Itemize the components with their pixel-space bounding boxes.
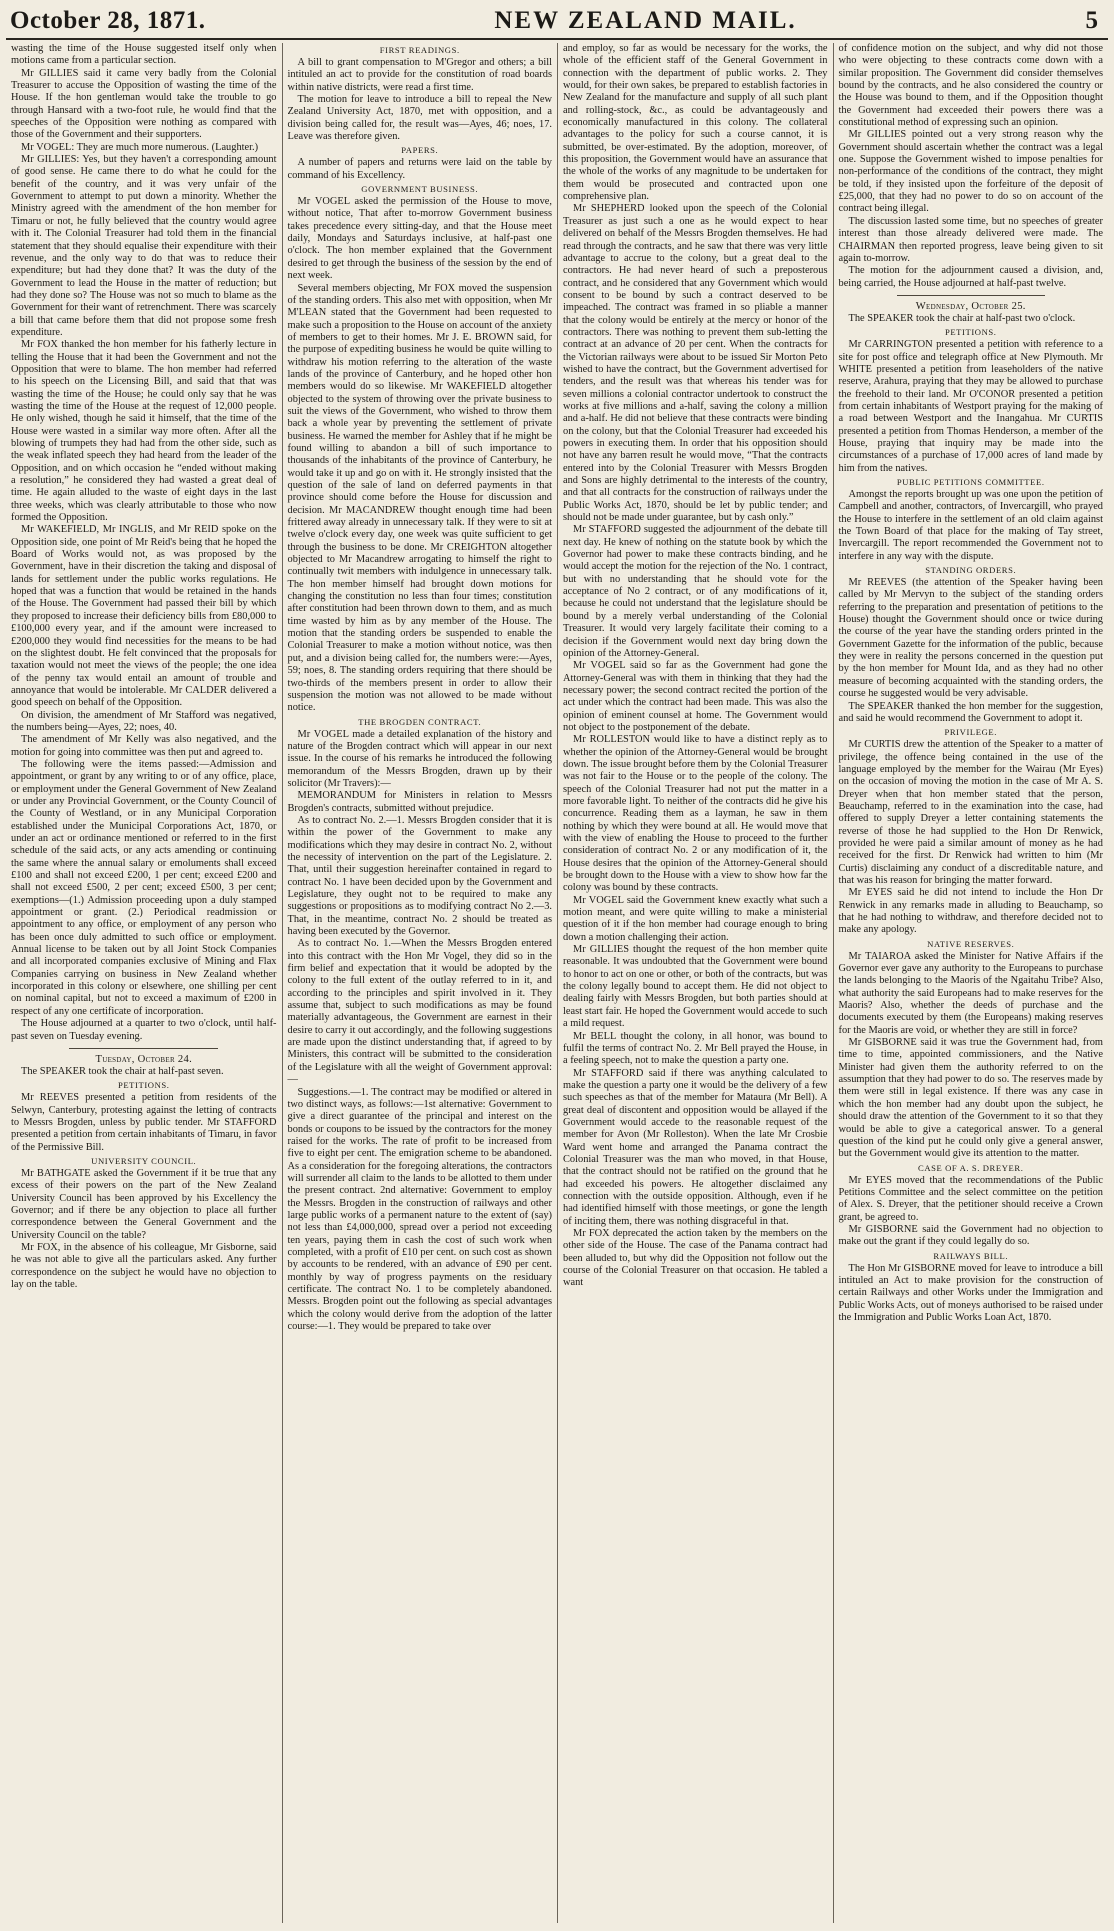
paragraph: Amongst the reports brought up was one upon the petition of Campbell and another, contractors, of Invercargill, who prayed the House to interfere in the settlement of an old claim against the Town Board of that place for the making of Tay street, Invercargill. The report recommended the Government not to interfere in any way with the dispute.: [838, 489, 1103, 562]
paragraph: wasting the time of the House suggested itself only when motions came from a particular section.: [11, 43, 277, 67]
paragraph: Mr CURTIS drew the attention of the Speaker to a matter of privilege, the offence being contained in the use of the language employed by the member for the Wairau (Mr Eyes) on the occasion of moving the motion in the case of Mr A. S. Dreyer when that hon member stated that the person, Beauchamp, referred to in the examination into the case, had offered to supply Dreyer a letter containing statements the reverse of those he had supplied to the Hon Dr Renwick, provided he were paid a similar amount of money as he had received for the first. Dr Renwick had written to him (Mr Curtis) disclaiming any conduct of a discreditable nature, and that was his reason for bringing the matter forward.: [838, 739, 1103, 886]
paragraph: Mr FOX deprecated the action taken by the members on the other side of the House. The case of the Panama contract had been alluded to, but why did the Opposition not follow out the course of the Colonial Treasurer on that occasion. He tabled a want: [563, 1228, 828, 1289]
section-heading-standing-orders: STANDING ORDERS.: [925, 565, 1017, 576]
paragraph: Mr FOX thanked the hon member for his fatherly lecture in telling the House that it had been the Government and not the Opposition that were to blame. The hon member had referred to his speech on the Licensing Bill, and said that that was wasting the time of the House; he could only say that he was wasting the time of the House at the request of 12,000 people. He only wished, though he said it himself, that the time of the House were wasted in a similar way more often. After all the blowing of trumpets they had had from the other side, such as the weak inflated speech they had heard from the leader of the Opposition, and on which occasion he “ended without making a resolution,” he considered they had wasted a great deal of time. He again alluded to the waste of eight days in the last three weeks, which was clearly attributable to those who now formed the Opposition.: [11, 339, 277, 524]
paragraph: Mr EYES moved that the recommendations of the Public Petitions Committee and the select committee on the petition of Alex. S. Dreyer, that the petitioner should receive a Crown grant, be agreed to.: [838, 1174, 1103, 1223]
paragraph: The Hon Mr GISBORNE moved for leave to introduce a bill intituled an Act to make provision for the construction of certain Railways and other Works under the Immigration and Public Works Acts, out of moneys authorised to be raised under the Immigration and Public Works Loan Act, 1870.: [838, 1262, 1103, 1323]
section-heading-brogden-contract: THE BROGDEN CONTRACT.: [358, 716, 482, 727]
paragraph: The SPEAKER took the chair at half-past two o'clock.: [848, 312, 1076, 324]
date-heading-wednesday: Wednesday, October 25.: [915, 300, 1026, 312]
paragraph: As to contract No. 2.—1. Messrs Brogden consider that it is within the power of the Government to make any modifications which they may desire in contract No. 2, without the necessity of intervention on the part of the Legislature. 2. That, until their suggestion hereinafter contained in regard to contract No. 1 have been decided upon by the Government and Legislature, they ought not to be required to make any suggestions or propositions as to modifying contract No 2.—3. That, in the meantime, contract No. 2 should be treated as having been executed by the Governor.: [287, 814, 552, 938]
section-heading-petitions: PETITIONS.: [117, 1080, 170, 1091]
issue-date: October 28, 1871.: [10, 7, 206, 34]
section-divider: [897, 295, 1045, 296]
paragraph: Mr REEVES presented a petition from residents of the Selwyn, Canterbury, protesting against the letting of contracts to Messrs Brogden, unless by public tender. Mr STAFFORD presented a petition from certain inhabitants of Timaru, in favor of the Permissive Bill.: [11, 1092, 277, 1153]
paragraph: Mr ROLLESTON would like to have a distinct reply as to whether the opinion of the Attorney-General would be brought down. The issue brought before them by the Colonial Treasurer was not fair to the House or to the people of the colony. The speech of the Colonial Treasurer had not put the matter in a more favorable light. To neither of the contracts did he give his concurrence. Reading them as a layman, he saw in them nothing by which they were bound at all. He would move that with the view of enabling the House to proceed to the further consideration of contract No. 2 or any modification of it, the House desires that the opinion of the Attorney-General should be brought down to the House with a view to show how far the colony was bound by these contracts.: [563, 734, 828, 894]
section-heading-dreyer-case: CASE OF A. S. DREYER.: [918, 1162, 1024, 1173]
paragraph: and employ, so far as would be necessary for the works, the whole of the efficient staff of the General Government in connection with the department of public works. 2. They would, for their own sakes, be prepared to establish factories in New Zealand for the manufacture and supply of all such plant and rolling-stock, &c., as could be advantageously and economically manufactured in this colony. The collateral advantages to the policy for such a course cannot, it is submitted, be over-estimated. By the adoption, moreover, of this proposition, the Government would have an assurance that the whole of the works of any magnitude to be undertaken for them would be prosecuted and contracted upon one comprehensive plan.: [563, 43, 828, 203]
paragraph: Mr SHEPHERD looked upon the speech of the Colonial Treasurer as just such a one as he would expect to hear delivered on behalf of the Messrs Brogden themselves. He had read through the contracts, and he saw that there was very little advantage to accrue to the colony, but a great deal to the contractors. He had never heard of such a preposterous contract, and he considered that any Government which would consent to be bound by such a contract deserved to be impeached. The contract was framed in so pliable a manner that the colony would be entirely at the mercy or honor of the contractors. There was nothing to prevent them sub-letting the contract at an advance of 20 per cent. When the contracts for the Victorian railways were about to be issued Sir Morton Peto wished to have the contract, but the Government advertised for tenders, and the result was that whereas his tender was for seven millions a colonial contractor undertook to construct the works at five millions and a-half, saving the colony a million and a-half. He did not believe that these contracts were binding on the colony, but that the Colonial Treasurer had exceeded his powers in executing them. In order that his opposition should not have any barren result he would move, “That the contracts entered into by the Colonial Treasurer with Messrs Brogden and Sons are highly detrimental to the interests of the country, and that all contracts for the construction of railways under the Public Works Act, 1870, should be let by public tender; and should not be made under guarantee, but by cash only.”: [563, 203, 828, 524]
paragraph: Mr VOGEL asked the permission of the House to move, without notice, That after to-morrow Government business takes precedence every sitting-day, and that the House meet daily, Mondays and Saturdays inclusive, at half-past one o'clock. The hon member explained that the Government desired to get through the business of the session by the end of next week.: [287, 196, 552, 282]
section-heading-privilege: PRIVILEGE.: [944, 727, 998, 738]
paragraph: MEMORANDUM for Ministers in relation to Messrs Brogden's contracts, submitted without prejudice.: [287, 790, 552, 814]
masthead: [6, 6, 1108, 40]
column-2: [282, 43, 558, 1923]
section-heading-first-readings: FIRST READINGS.: [379, 45, 460, 55]
paragraph: Mr VOGEL: They are much more numerous. (Laughter.): [21, 141, 259, 153]
paragraph: Mr WAKEFIELD, Mr INGLIS, and Mr REID spoke on the Opposition side, one point of Mr Reid's being that he hoped the Board of Works would not, as was proposed by the Government, have in their discretion the taking and disposal of lands for settlement under the public works regulations. He hoped that was a function that would be retained in the hands of the House. The Government had passed their bill by which they proposed to increase their deficiency bills from £80,000 to £100,000 every year, and if the amount were increased to £200,000 they would find necessities for the means to be had on the slightest doubt. He felt convinced that the proposals for taxation would not meet the views of the people; the one idea of the penny tax would entail an amount of trouble and annoyance that would be intolerable. Mr CALDER delivered a good speech on behalf of the Opposition.: [11, 524, 277, 709]
section-divider: [69, 1048, 218, 1049]
columns: [6, 43, 1108, 1923]
paragraph: The amendment of Mr Kelly was also negatived, and the motion for going into committee was then put and agreed to.: [11, 734, 277, 758]
paragraph: Mr TAIAROA asked the Minister for Native Affairs if the Governor ever gave any authority to the Europeans to purchase the lands belonging to the Maoris of the Ngaitahu Tribe? Also, what authority the said Europeans had to make reserves for the Maoris? Also, whether the deeds of purchase and the documents executed by them (the Europeans) making reserves for the Maoris are void, or whether they are still in force?: [838, 950, 1103, 1036]
paragraph: The motion for leave to introduce a bill to repeal the New Zealand University Act, 1870, met with opposition, and a division being called for, the result was—Ayes, 46; noes, 17. Leave was therefore given.: [287, 94, 552, 143]
paragraph: On division, the amendment of Mr Stafford was negatived, the numbers being—Ayes, 22; noes, 40.: [11, 709, 277, 733]
paragraph: The motion for the adjournment caused a division, and, being carried, the House adjourned at half-past twelve.: [838, 265, 1103, 289]
paragraph: Mr GISBORNE said it was true the Government had, from time to time, appointed commissioners, and the Native Minister had given them the authority referred to on the assumption that they had power to do so. The reserves made by them were still in legal existence. If there was any case in which the hon member had any doubt upon the subject, he should draw the attention of the Government to it so that they would be able to give a categorical answer. To a general question of the kind put he could only give a general answer, but the Government would give its attention to the matter.: [838, 1037, 1103, 1160]
paragraph: Mr BATHGATE asked the Government if it be true that any excess of their powers on the part of the New Zealand University Council has been approved by his Excellency the Governor; and if there be any objection to place all further correspondence between the General Government and the University Council on the table?: [11, 1167, 277, 1241]
column-1: [6, 43, 282, 1923]
paragraph: Mr CARRINGTON presented a petition with reference to a site for post office and telegraph office at New Plymouth. Mr WHITE presented a petition from leaseholders of the native reserve, Arahura, praying that they may be allowed to purchase the freehold to their land. Mr O'CONOR presented a petition from certain inhabitants of Westport praying for the making of a road between Westport and the Inangahua. Mr CURTIS presented a petition from Thomas Henderson, a member of the House, praying that inquiry may be made into the circumstances of a purchase of 17,000 acres of land made by him from the natives.: [838, 339, 1103, 474]
section-heading-papers: PAPERS.: [401, 145, 439, 156]
paragraph: As to contract No. 1.—When the Messrs Brogden entered into this contract with the Hon Mr Vogel, they did so in the firm belief and expectation that it would be adopted by the colony to the full extent of the outlay referred to in it, and according to the principles and spirit involved in it. They assume that, subject to such modifications as may be found materially advantageous, the Government are earnest in their desire to carry it out accordingly, and the following suggestions are made upon the distinct understanding that, if agreed to by Ministers, this contract will be submitted to the consideration of the Legislature with all the weight of Government approval:—: [287, 938, 552, 1086]
paragraph: Mr GILLIES: Yes, but they haven't a corresponding amount of good sense. He came there to do what he could for the benefit of the country, and it was very unfair of the Government to attempt to put down a minority. Whether the Ministry agreed with the amendment of the hon member for Timaru or not, he fully believed that the country would agree with it. The Colonial Treasurer had told them in the financial statement that they should equalise their expenditure with their revenue, and the only way to do that was to reduce their expenditure; but had they done that? It was the duty of the Government to lead the House in the matter of reduction; but had they done so? The House was not so much to blame as the Government for their want of retrenchment. There was scarcely a bill that came before them that did not propose some fresh expenditure.: [11, 154, 277, 338]
section-heading-native-reserves: NATIVE RESERVES.: [927, 938, 1015, 949]
paragraph: Mr GISBORNE said the Government had no objection to make out the grant if they could legally do so.: [838, 1223, 1103, 1248]
paragraph: Mr GILLIES said it came very badly from the Colonial Treasurer to accuse the Opposition of wasting the time of the House. If the hon gentleman would take the trouble to go through Hansard with a two-foot rule, he would find that the speeches of the Opposition were nothing as compared with those of the Government and their supporters.: [11, 67, 277, 141]
paragraph: Mr GILLIES pointed out a very strong reason why the Government should ascertain whether the contract was a legal one. Suppose the Government wished to impose penalties for non-performance of the conditions of the contract, they might be told, if they insisted upon the forfeiture of the deposit of £25,000, that they had no power to do so on account of the contract being illegal.: [838, 129, 1103, 215]
column-3: [557, 43, 833, 1923]
paragraph: Mr FOX, in the absence of his colleague, Mr Gisborne, said he was not able to give all the particulars asked. Any further correspondence on the subject he would have no objection to lay on the table.: [11, 1241, 277, 1290]
section-heading-government-business: GOVERNMENT BUSINESS.: [361, 184, 479, 195]
paragraph: of confidence motion on the subject, and why did not those who were objecting to these contracts come down with a similar proposition. The Government did consider themselves bound by the contracts, and he also considered the country or the House was bound to them, and if the Opposition thought the Government had exceeded their powers there was a constitutional method of expressing such an opinion.: [838, 43, 1103, 129]
section-heading-petitions: PETITIONS.: [944, 327, 997, 338]
paragraph: Mr BELL thought the colony, in all honor, was bound to fulfil the terms of contract No. 2. Mr Bell prayed the House, in a feeling speech, not to make the question a party one.: [563, 1030, 828, 1067]
paragraph: The discussion lasted some time, but no speeches of greater interest than those already delivered were made. The CHAIRMAN then reported progress, leave being given to sit again to-morrow.: [838, 215, 1103, 264]
paragraph: Mr GILLIES thought the request of the hon member quite reasonable. It was undoubted that the Government were bound to honor to act on one or other, or both of the contracts, but was the colony legally bound to accept them. He did not object to dealing fairly with Messrs Brogden, but both parties should at least start fair. He hoped the Government would accede to such a mild request.: [563, 944, 828, 1030]
paragraph: The House adjourned at a quarter to two o'clock, until half-past seven on Tuesday evening.: [11, 1018, 277, 1042]
newspaper-title: NEW ZEALAND MAIL.: [494, 7, 797, 34]
section-heading-university-council: UNIVERSITY COUNCIL.: [91, 1155, 197, 1166]
page-number: 5: [1085, 7, 1098, 34]
section-heading-public-petitions-committee: PUBLIC PETITIONS COMMITTEE.: [896, 477, 1045, 487]
date-heading-tuesday: Tuesday, October 24.: [95, 1053, 193, 1065]
paragraph: A bill to grant compensation to M'Gregor and others; a bill intituled an act to provide for the constitution of road boards within native districts, were read a first time.: [287, 57, 552, 93]
paragraph: Mr VOGEL said the Government knew exactly what such a motion meant, and were quite willing to make a ministerial question of it if the hon member had courage enough to bring down a motion challenging their action.: [563, 894, 828, 943]
paragraph: Mr REEVES (the attention of the Speaker having been called by Mr Mervyn to the subject of the standing orders referring to the preparation and presentation of petitions to the House) thought the Government should once or twice during the course of the year have the standing orders printed in the Government Gazette for the information of the public, because they were in reality the persons concerned in the question put by the hon member for Mount Ida, and as they had no other measure of becoming acquainted with the standing orders, the course he suggested would be very advisable.: [838, 577, 1103, 700]
section-heading-railways-bill: RAILWAYS BILL.: [933, 1250, 1009, 1261]
paragraph: Mr EYES said he did not intend to include the Hon Dr Renwick in any remarks made in alluding to Beauchamp, so that he had nothing to withdraw, and therefore decided not to make any apology.: [838, 887, 1103, 936]
column-4: [833, 43, 1109, 1923]
paragraph: Mr STAFFORD said if there was anything calculated to make the question a party one it would be the delivery of a few such speeches as that of the member for Mataura (Mr Bell). A great deal of discontent and opposition would be allayed if the Government would accede to the reasonable request of the member for Avon (Mr Rolleston). When the late Mr Crosbie Ward went home and arranged the Panama contract the Colonial Treasurer was the man who moved, in that House, that the contract should not be ratified on the ground that he had exceeded his powers. He altogether disclaimed any connection with the outside opposition. Although, even if he had identified himself with those meetings, or gone the length of inciting them, there was nothing disgraceful in that.: [563, 1067, 828, 1227]
paragraph: Suggestions.—1. The contract may be modified or altered in two distinct ways, as follows:—1st alternative: Government to give a direct guarantee of the principal and interest on the bonds or coupons to be issued by the contractors for the money raised for the works. The rate of profit to be increased from five to eight per cent. The emigration scheme to be abandoned. As a consideration for the foregoing alterations, the contractors will surrender all claim to the lands to be allotted to them under the present contract. 2nd alternative: Government to employ the Messrs. Brogden in the construction of railways and other large public works of a permanent nature to the extent of (say) not less than £4,000,000, spread over a period not exceeding ten years, paying them in cash the cost of such work when completed, with a profit of £10 per cent. on such cost as shown by accounts to be rendered, with an advance of £90 per cent. monthly by way of progress payments on the residuary certificate. The contract No. 1 to be completely abandoned. Messrs. Brogden point out the following as special advantages which the colony would derive from the adoption of the latter course:—1. They would be prepared to take over: [287, 1086, 552, 1333]
paragraph: Mr VOGEL made a detailed explanation of the history and nature of the Brogden contract which will appear in our next issue. In the course of his remarks he introduced the following memorandum of the Messrs Brogden, drawn up by their solicitor (Mr Travers):—: [287, 728, 552, 789]
paragraph: Several members objecting, Mr FOX moved the suspension of the standing orders. This also met with opposition, when Mr M'LEAN stated that the Government had been requested to make such a proposition to the House on account of the anxiety of members to get to their homes. Mr J. E. BROWN said, for the purpose of expediting business he would be quite willing to withdraw his motion referring to the alteration of the waste lands of the province of Canterbury, and he hoped other hon members would do so likewise. Mr WAKEFIELD altogether objected to the system of throwing over the private business to suit the views of the Government, who wished to throw them back a whole year by preventing the settlement of private business. He warned the member for Ashley that if he might be found willing to abandon a bill of such importance to thousands of the inhabitants of the province of Canterbury, he would take it up and go on with it. He strongly insisted that the question of the sale of land on deferred payments in that province should come before the House for discussion and decision. Mr MACANDREW thought enough time had been frittered away already in unnecessary talk. If they were to sit at twelve o'clock every day, one week was quite sufficient to get through the business to be done. Mr CREIGHTON altogether objected to Mr Macandrew arrogating to himself the right to continually twit members with indulgence in unnecessary talk. The hon member himself had brought down motions for changing the constitution no less than four times; constitution after constitution had been thrown down to them, and as much time wasted by him as by any member of the House. The motion that the standing orders be suspended to enable the Colonial Treasurer to make a motion without notice, was then put, and a division being called for, the numbers were:—Ayes, 59; noes, 8. The standing orders requiring that there should be two-thirds of the members present in order to allow their suspension the motion was not allowed to be made without notice.: [287, 282, 552, 714]
paragraph: A number of papers and returns were laid on the table by command of his Excellency.: [287, 157, 552, 181]
paragraph: Mr STAFFORD suggested the adjournment of the debate till next day. He knew of nothing on the statute book by which the Governor had power to make these contracts binding, and he would accept the motion for the rejection of the No. 1 contract, but with no understanding that he should vote for the acceptance of No 2 contract, or of any modifications of it, because he could not understand that the legislature should be bound by a merely verbal understanding of the Colonial Treasurer. It would very largely facilitate their coming to a decision if the Government would next day bring down the opinion of the Attorney-General.: [563, 524, 828, 659]
paragraph: The SPEAKER took the chair at half-past seven.: [21, 1065, 224, 1077]
paragraph: Mr VOGEL said so far as the Government had gone the Attorney-General was with them in thinking that they had the necessary power; the second contract recited the portion of the act under which the contract had been made. This was also the opinion of eminent counsel at home. The Government would not object to the postponement of the debate.: [563, 660, 828, 733]
paragraph: The SPEAKER thanked the hon member for the suggestion, and said he would recommend the Government to adopt it.: [838, 700, 1103, 724]
paragraph: The following were the items passed:—Admission and appointment, or grant by any writing to or of any office, place, or employment under the General Government of New Zealand or under any Provincial Government, or the County Council of the County of Westland, or in any Municipal Corporation established under the Municipal Corporations Act, 1870, or under an act or ordinance mentioned or referred to in the first schedule of the said acts, or any acts amending or continuing the same where the annual salary or emoluments shall exceed £100 and shall not exceed £200, 1 per cent; exceed £200 and shall not exceed £500, 2 per cent; exceed £500, 3 per cent; exemptions—(1.) Admission proceeding upon a duly stamped appointment or grant. (2.) Periodical readmission or appointment to any office, or employment of any person who has been once duly admitted to such office or employment. Annual license to be taken out by all Joint Stock Companies and all incorporated companies exclusive of Mining and Flax Companies carrying on business in New Zealand whether incorporated in this colony or elsewhere, one shilling per cent on nominal capital, but not to exceed a maximum of £200 in respect of any one certificate of incorporation.: [11, 758, 277, 1017]
